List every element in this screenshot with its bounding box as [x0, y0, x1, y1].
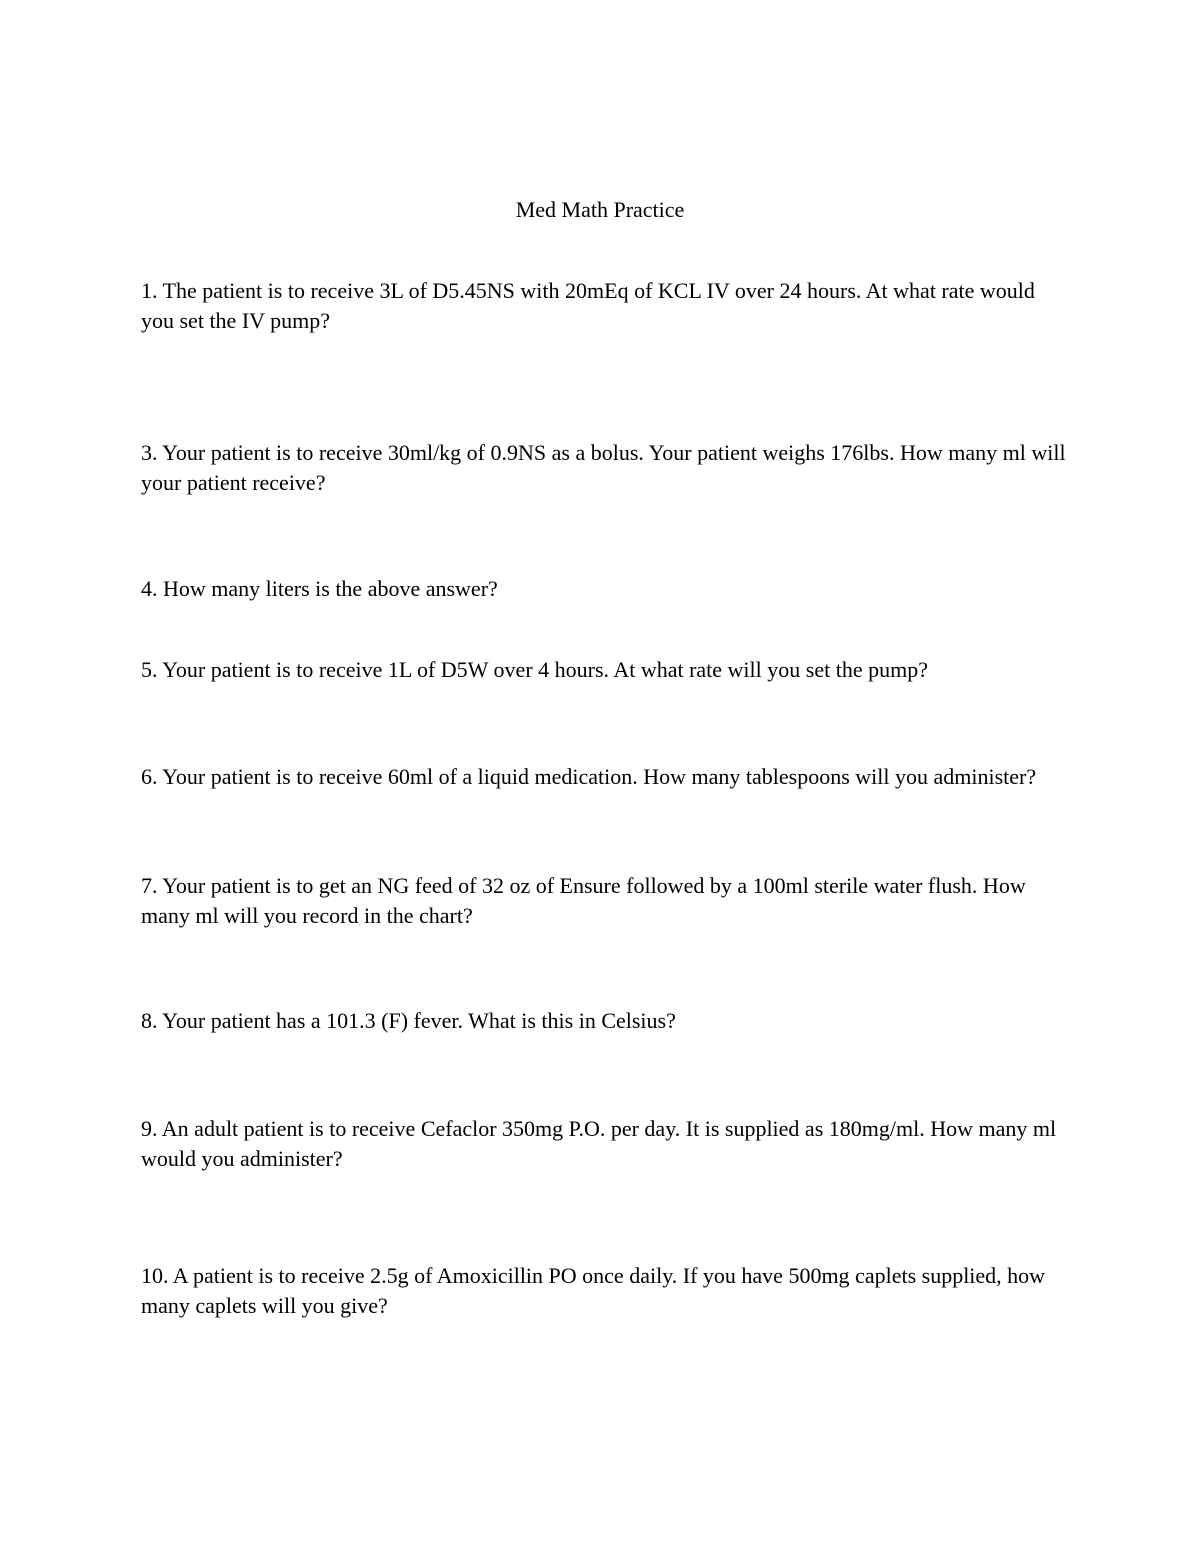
question-4: 4. How many liters is the above answer? [141, 576, 498, 601]
page-title: Med Math Practice [515, 197, 685, 222]
question-10: 10. A patient is to receive 2.5g of Amoxicillin PO once daily. If you have 500mg caplets supplied, how many caplets will you give? [141, 1263, 1046, 1318]
question-1: 1. The patient is to receive 3L of D5.45NS with 20mEq of KCL IV over 24 hours. At what rate would you set the IV pump? [141, 278, 1035, 333]
question-7: 7. Your patient is to get an NG feed of 32 oz of Ensure followed by a 100ml sterile water flush. How many ml will you record in the chart? [141, 873, 1026, 928]
question-5: 5. Your patient is to receive 1L of D5W over 4 hours. At what rate will you set the pump? [141, 657, 928, 682]
question-6: 6. Your patient is to receive 60ml of a liquid medication. How many tablespoons will you administer? [141, 764, 1037, 789]
question-8: 8. Your patient has a 101.3 (F) fever. What is this in Celsius? [141, 1008, 676, 1033]
question-3: 3. Your patient is to receive 30ml/kg of 0.9NS as a bolus. Your patient weighs 176lbs. How many ml will your patient receive? [141, 440, 1066, 495]
question-9: 9. An adult patient is to receive Cefaclor 350mg P.O. per day. It is supplied as 180mg/ml. How many ml would you administer? [141, 1116, 1057, 1171]
